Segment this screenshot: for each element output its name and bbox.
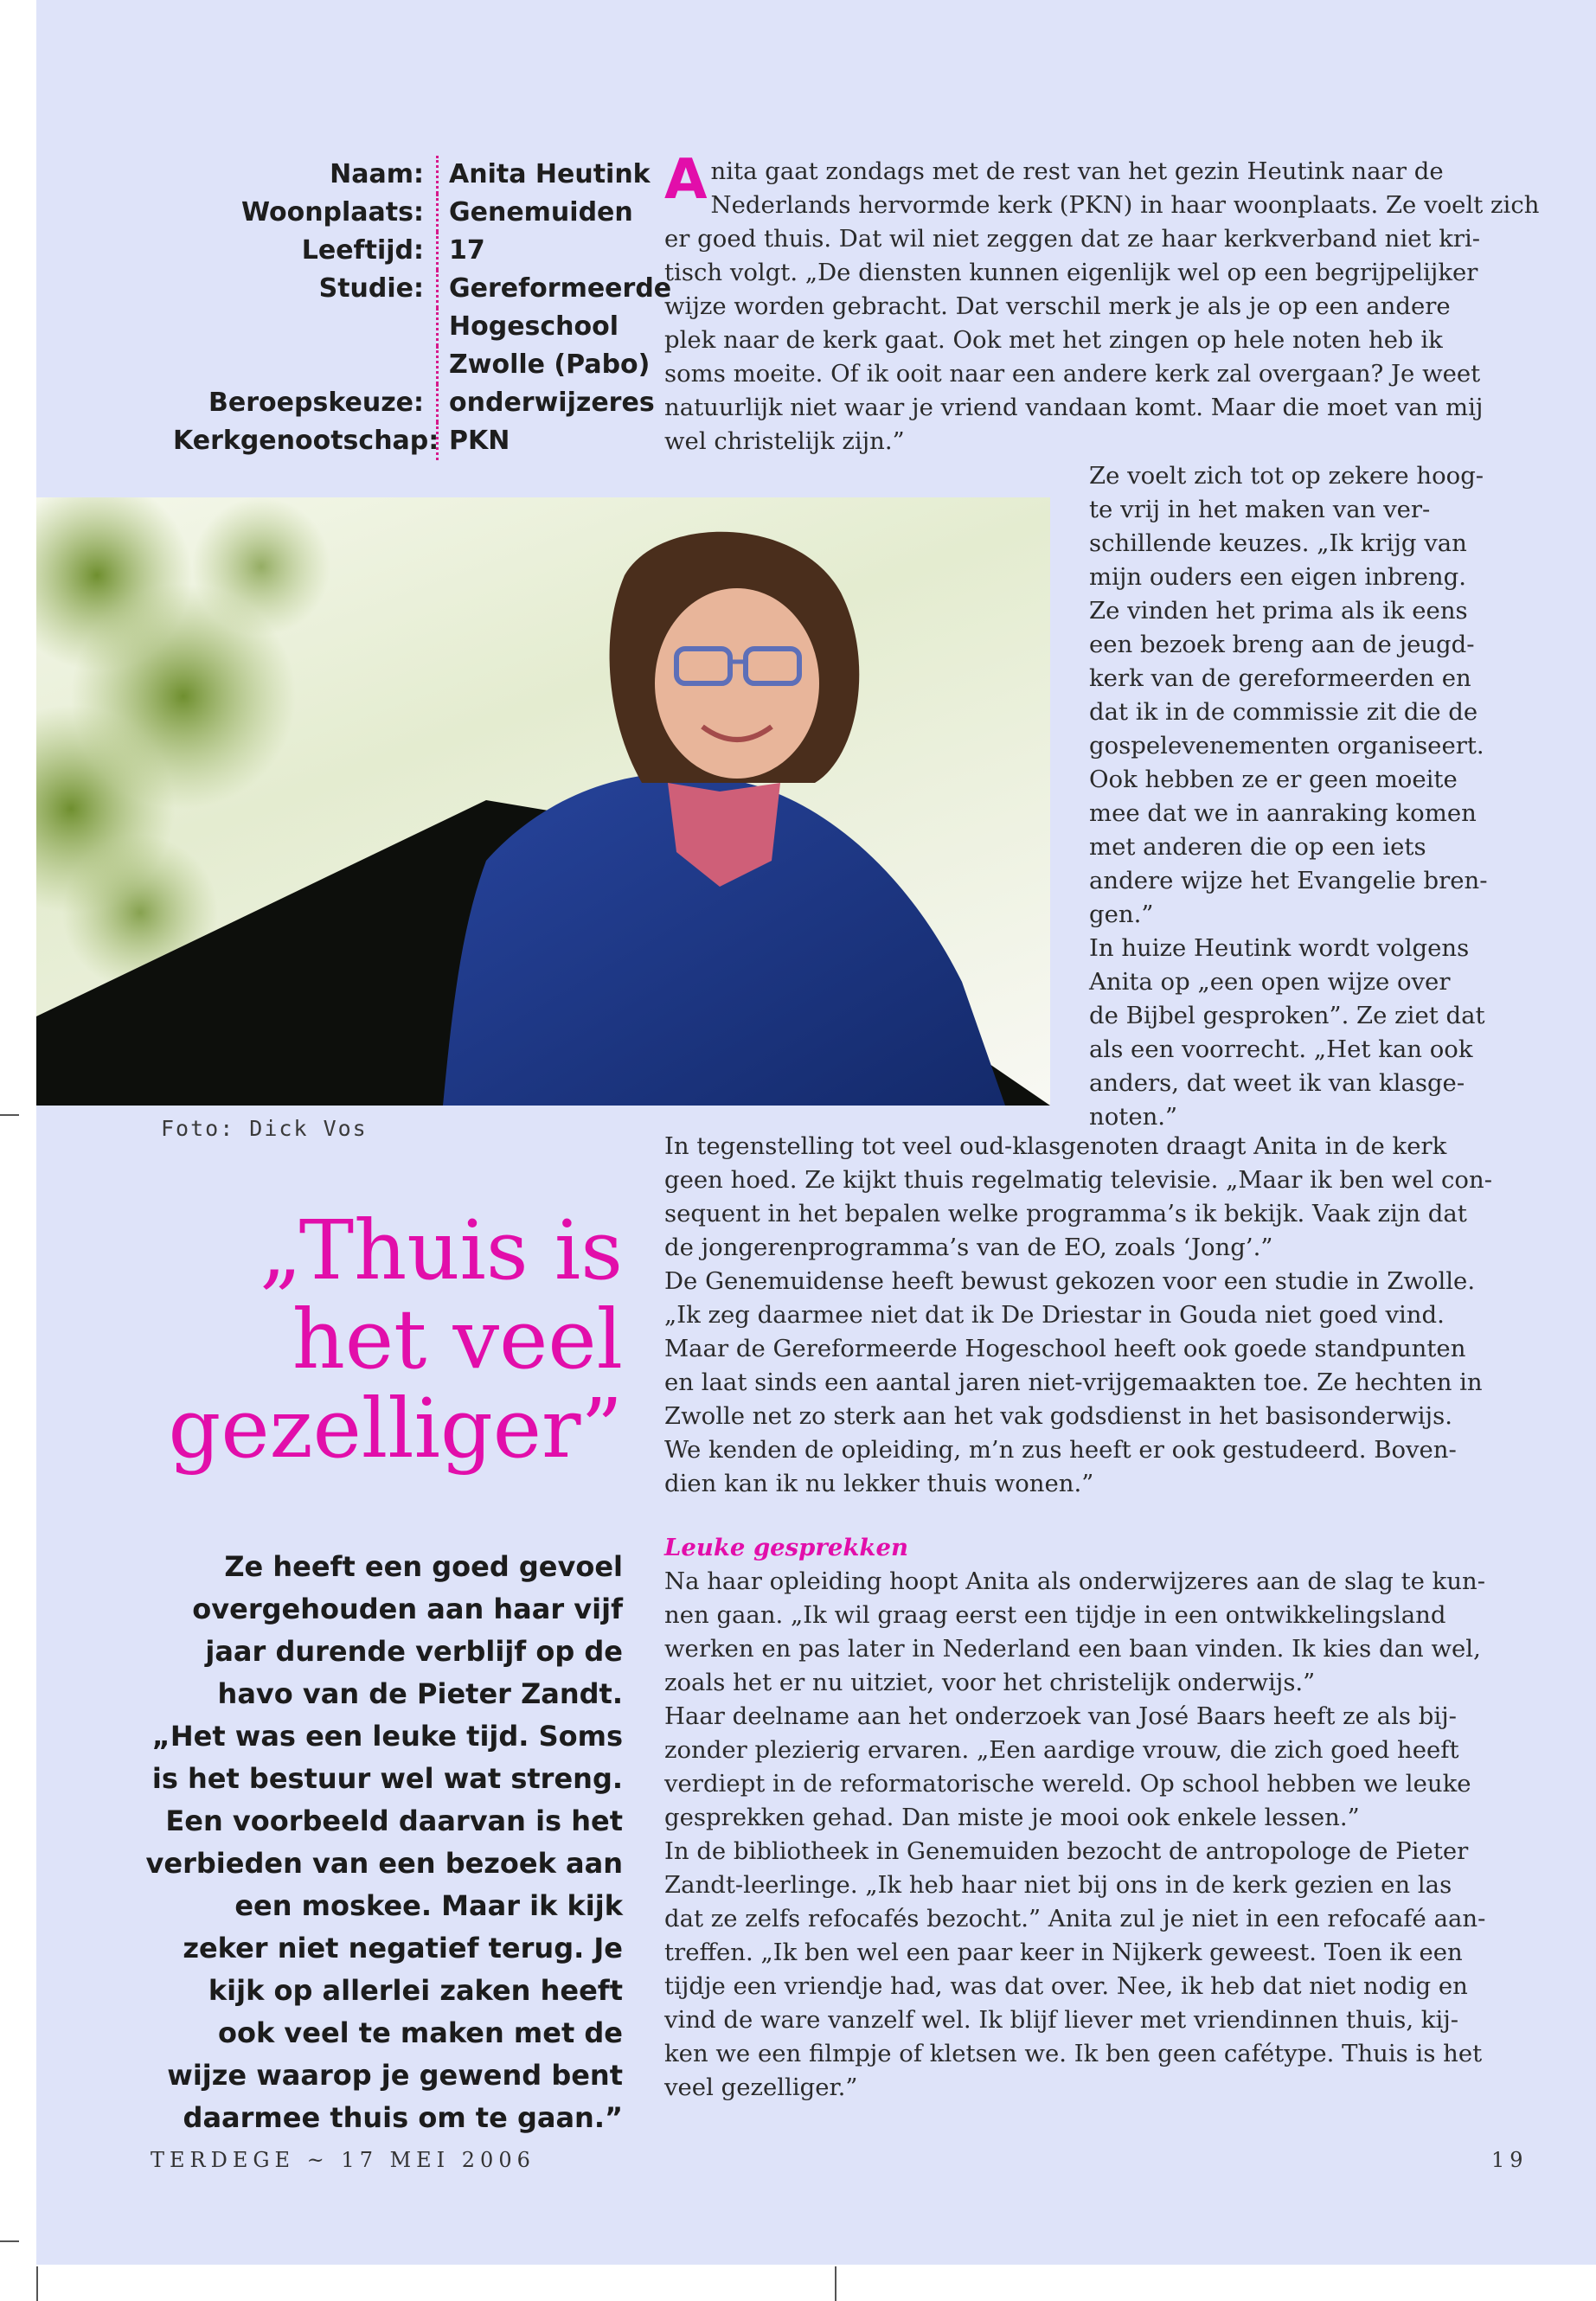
fact-value: PKN (436, 422, 657, 460)
text-line: met anderen die op een iets (1089, 833, 1426, 861)
fact-value: Zwolle (Pabo) (436, 346, 657, 384)
crop-mark (835, 2266, 836, 2301)
headline (130, 1203, 623, 1477)
crop-mark (0, 1114, 19, 1116)
portrait-photo (36, 497, 1050, 1106)
fact-row (173, 270, 672, 308)
fact-row (173, 308, 657, 346)
text-line: In huize Heutink wordt volgens (1089, 934, 1470, 962)
text-line: geen hoed. Ze kijkt thuis regelmatig televisie. „Maar ik ben wel con- (664, 1166, 1492, 1194)
text-line: Maar de Gereformeerde Hogeschool heeft ook goede standpunten (664, 1335, 1466, 1362)
fact-row (173, 384, 657, 422)
text-line: en laat sinds een aantal jaren niet-vrijgemaakten toe. Ze hechten in (664, 1368, 1483, 1396)
text-line: dien kan ik nu lekker thuis wonen.” (664, 1470, 1094, 1497)
headline-line: gezelliger” (168, 1381, 623, 1477)
text-line: noten.” (1089, 1103, 1178, 1131)
text-line: nita gaat zondags met de rest van het gezin Heutink naar de (710, 157, 1444, 185)
fact-value: Genemuiden (436, 194, 657, 232)
text-line: plek naar de kerk gaat. Ook met het zingen op hele noten heb ik (664, 326, 1443, 354)
crop-mark (0, 2240, 19, 2242)
text-line: In de bibliotheek in Genemuiden bezocht de antropologe de Pieter (664, 1837, 1469, 1865)
article-body-end (664, 1531, 1485, 2105)
text-line: sequent in het bepalen welke programma’s ik bekijk. Vaak zijn dat (664, 1200, 1467, 1227)
text-line: anders, dat weet ik van klasge- (1089, 1069, 1465, 1097)
text-line: werken en pas later in Nederland een baan vinden. Ik kies dan wel, (664, 1635, 1481, 1663)
fact-label: Naam: (330, 159, 424, 189)
text-line: andere wijze het Evangelie bren- (1089, 867, 1488, 894)
text-line: zoals het er nu uitziet, voor het christelijk onderwijs.” (664, 1669, 1316, 1696)
text-line: Ze vinden het prima als ik eens (1089, 597, 1468, 625)
text-line: kerk van de gereformeerden en (1089, 664, 1471, 692)
fact-label (173, 346, 436, 384)
text-line: gospelevenementen organiseert. (1089, 732, 1484, 760)
article-body-middle (664, 1130, 1492, 1501)
article-body-narrow (1089, 459, 1488, 1134)
photo-credit: Foto: Dick Vos (161, 1116, 368, 1141)
portrait-illustration (36, 497, 1050, 1106)
text-line: mee dat we in aanraking komen (1089, 799, 1477, 827)
text-line: gesprekken gehad. Dan miste je mooi ook enkele lessen.” (664, 1804, 1360, 1831)
fact-row (173, 346, 657, 384)
text-line: wijze worden gebracht. Dat verschil merk je als je op een andere (664, 292, 1451, 320)
text-line: mijn ouders een eigen inbreng. (1089, 563, 1466, 591)
fact-row (173, 232, 657, 270)
text-line: wel christelijk zijn.” (664, 427, 905, 455)
text-line: ken we een filmpje of kletsen we. Ik ben geen cafétype. Thuis is het (664, 2040, 1483, 2067)
text-line: De Genemuidense heeft bewust gekozen voor een studie in Zwolle. (664, 1267, 1476, 1295)
fact-label: Studie: (318, 273, 424, 304)
fact-label: Woonplaats: (240, 197, 424, 228)
text-line: de Bijbel gesproken”. Ze ziet dat (1089, 1002, 1485, 1029)
article-body-top (664, 148, 1540, 458)
text-line: Haar deelname aan het onderzoek van José Baars heeft ze als bij- (664, 1702, 1457, 1730)
text-line: dat ik in de commissie zit die de (1089, 698, 1478, 726)
fact-value: 17 (436, 232, 657, 270)
text-line: er goed thuis. Dat wil niet zeggen dat ze haar kerkverband niet kri- (664, 225, 1481, 253)
headline-line: het veel (292, 1292, 623, 1388)
text-line: natuurlijk niet waar je vriend vandaan komt. Maar die moet van mij (664, 394, 1484, 421)
fact-row (173, 194, 657, 232)
fact-value: Anita Heutink (436, 156, 657, 194)
text-line: veel gezelliger.” (664, 2073, 858, 2101)
subheading: Leuke gesprekken (664, 1534, 908, 1561)
fact-row (173, 156, 657, 194)
text-line: Zandt-leerlinge. „Ik heb haar niet bij ons in de kerk gezien en las (664, 1871, 1452, 1899)
fact-box (173, 156, 672, 460)
fact-value: Gereformeerde (436, 270, 657, 308)
text-line: Nederlands hervormde kerk (PKN) in haar woonplaats. Ze voelt zich (710, 191, 1540, 219)
fact-label: Leeftijd: (301, 235, 424, 266)
text-line: Zwolle net zo sterk aan het vak godsdienst in het basisonderwijs. (664, 1402, 1452, 1430)
text-line: Ook hebben ze er geen moeite (1089, 766, 1458, 793)
text-line: We kenden de opleiding, m’n zus heeft er ook gestudeerd. Boven- (664, 1436, 1457, 1464)
text-line: schillende keuzes. „Ik krijg van (1089, 529, 1467, 557)
text-line: treffen. „Ik ben wel een paar keer in Nijkerk geweest. Toen ik een (664, 1939, 1463, 1966)
text-line: Anita op „een open wijze over (1089, 968, 1451, 996)
fact-value: Hogeschool (436, 308, 657, 346)
text-line: vind de ware vanzelf wel. Ik blijf liever met vriendinnen thuis, kij- (664, 2006, 1459, 2034)
fact-row (173, 422, 657, 460)
page-number: 19 (1491, 2148, 1529, 2172)
text-line: dat ze zelfs refocafés bezocht.” Anita zul je niet in een refocafé aan- (664, 1905, 1486, 1932)
text-line: zonder plezierig ervaren. „Een aardige vrouw, die zich goed heeft (664, 1736, 1459, 1764)
text-line: als een voorrecht. „Het kan ook (1089, 1035, 1473, 1063)
fact-label: Kerkgenootschap: (173, 426, 439, 456)
text-line: In tegenstelling tot veel oud-klasgenoten draagt Anita in de kerk (664, 1132, 1447, 1160)
drop-cap: A (664, 148, 708, 212)
crop-mark (36, 2266, 38, 2301)
fact-value: onderwijzeres (436, 384, 657, 422)
text-line: nen gaan. „Ik wil graag eerst een tijdje in een ontwikkelingsland (664, 1601, 1446, 1629)
fact-label (173, 308, 436, 346)
text-line: de jongerenprogramma’s van de EO, zoals ‘Jong’.” (664, 1234, 1273, 1261)
text-line: soms moeite. Of ik ooit naar een andere kerk zal overgaan? Je weet (664, 360, 1481, 388)
text-line: Na haar opleiding hoopt Anita als onderwijzeres aan de slag te kun- (664, 1567, 1486, 1595)
headline-line: „Thuis is (259, 1203, 623, 1298)
text-line: „Ik zeg daarmee niet dat ik De Driestar in Gouda niet goed vind. (664, 1301, 1445, 1329)
text-line: Ze voelt zich tot op zekere hoog- (1089, 462, 1484, 490)
fact-label: Beroepskeuze: (208, 388, 424, 418)
intro-paragraph: Ze heeft een goed gevoel overgehouden aan haar vijf jaar durende verblijf op de havo van de Pieter Zandt. „Het was een leuke tijd. Soms is het bestuur wel wat streng. Een voorbeeld daarvan is het verbieden van een bezoek aan een moskee. Maar ik kijk zeker niet negatief terug. Je kijk op allerlei zaken heeft ook veel te maken met de wijze waarop je gewend bent daarmee thuis om te gaan.” (145, 1550, 623, 2134)
text-line: tisch volgt. „De diensten kunnen eigenlijk wel op een begrijpelijker (664, 259, 1478, 286)
text-line: te vrij in het maken van ver- (1089, 496, 1431, 523)
text-line: verdiept in de reformatorische wereld. Op school hebben we leuke (664, 1770, 1471, 1798)
text-line: een bezoek breng aan de jeugd- (1089, 631, 1475, 658)
text-line: gen.” (1089, 901, 1154, 928)
text-line: tijdje een vriendje had, was dat over. Nee, ik heb dat niet nodig en (664, 1972, 1468, 2000)
footer-publication: TERDEGE ~ 17 MEI 2006 (151, 2148, 535, 2172)
